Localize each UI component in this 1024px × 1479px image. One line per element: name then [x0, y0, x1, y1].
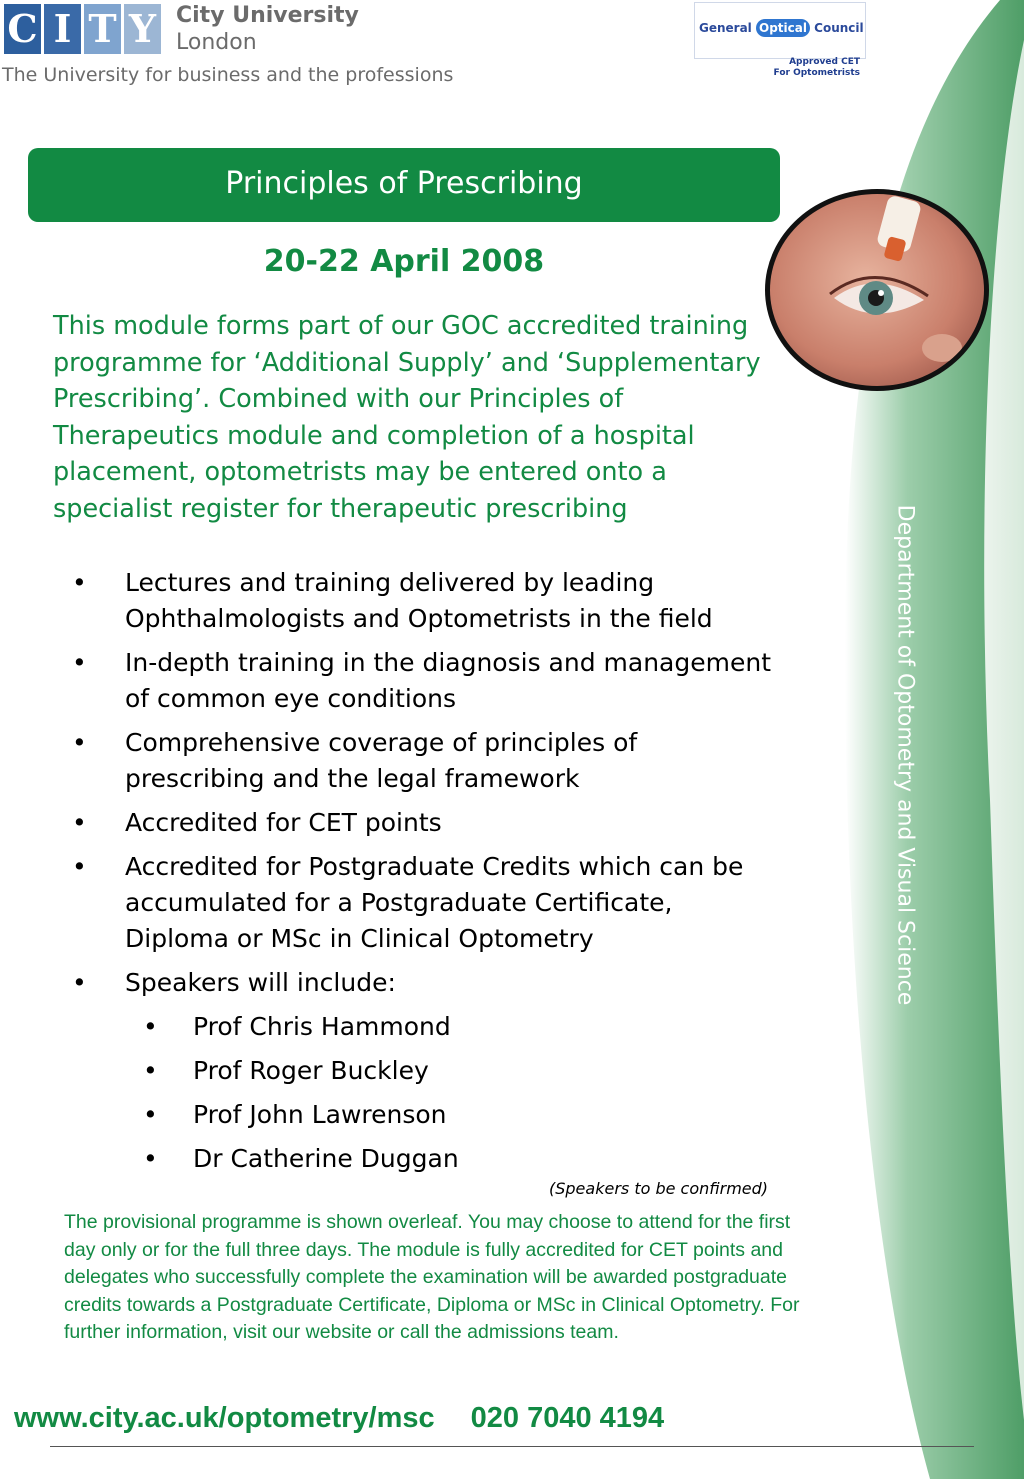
feature-list	[72, 565, 772, 1177]
list-item-text: Speakers will include:	[125, 968, 396, 997]
goc-logo-title	[699, 21, 864, 35]
goc-logo-word: General	[699, 21, 752, 35]
website-link[interactable]: www.city.ac.uk/optometry/msc	[14, 1402, 435, 1434]
bullet-icon: •	[72, 968, 87, 997]
goc-approved-line: Approved CET	[789, 57, 860, 67]
bullet-icon: •	[143, 1100, 158, 1129]
bullet-icon: •	[72, 852, 87, 881]
speaker-name: Dr Catherine Duggan	[193, 1144, 459, 1173]
intro-paragraph: This module forms part of our GOC accredited training programme for ‘Additional Supply’ and ‘Supplementary Prescribing’. Combined with our Principles of Therapeutics module and completion of a hospital placement, optometrists may be entered onto a specialist register for therapeutic prescribing	[53, 311, 761, 524]
list-item-text: Lectures and training delivered by leading Ophthalmologists and Optometrists in the field	[125, 568, 713, 633]
city-logo-letters	[4, 4, 161, 54]
title-banner	[28, 148, 780, 222]
speaker-name: Prof Chris Hammond	[193, 1012, 451, 1041]
speaker-name: Prof Roger Buckley	[193, 1056, 429, 1085]
goc-logo-word: Council	[814, 21, 864, 35]
bullet-icon: •	[72, 808, 87, 837]
bullet-icon: •	[143, 1012, 158, 1041]
goc-logo-word-highlight: Optical	[756, 19, 810, 37]
speaker-list	[125, 1009, 772, 1177]
footer-paragraph: The provisional programme is shown overleaf. You may choose to attend for the first day only or for the full three days. The module is fully accredited for CET points and delegates who successfully complete the examination will be awarded postgraduate credits towards a Postgraduate Certificate, Diploma or MSc in Clinical Optometry. For further information, visit our website or call the admissions team.	[64, 1211, 800, 1343]
bullet-icon: •	[143, 1056, 158, 1085]
bullet-icon: •	[72, 568, 87, 597]
goc-approved-text	[774, 57, 860, 79]
contact-line	[14, 1402, 664, 1435]
university-city: London	[176, 30, 257, 55]
list-item-text: Comprehensive coverage of principles of prescribing and the legal framework	[125, 728, 638, 793]
event-date: 20-22 April 2008	[263, 244, 545, 279]
bullet-icon: •	[72, 728, 87, 757]
list-item-text: Accredited for Postgraduate Credits which can be accumulated for a Postgraduate Certificate, Diploma or MSc in Clinical Optometry	[125, 852, 744, 953]
city-logo-letter: C	[4, 4, 41, 54]
speaker-name: Prof John Lawrenson	[193, 1100, 447, 1129]
goc-logo-box	[694, 2, 866, 59]
speaker-item	[125, 1097, 772, 1133]
phone-number: 020 7040 4194	[470, 1402, 665, 1434]
university-name	[176, 2, 359, 56]
city-logo-letter: I	[44, 4, 81, 54]
university-tagline: The University for business and the professions	[2, 64, 454, 86]
page-title: Principles of Prescribing	[225, 166, 583, 201]
list-item	[72, 645, 772, 717]
speaker-item	[125, 1053, 772, 1089]
bullet-icon: •	[143, 1144, 158, 1173]
list-item-text: In-depth training in the diagnosis and management of common eye conditions	[125, 648, 771, 713]
goc-approved-line: For Optometrists	[773, 68, 860, 78]
city-logo-letter: T	[84, 4, 121, 54]
university-name-line: City University	[176, 3, 359, 28]
list-item	[72, 965, 772, 1177]
goc-logo	[694, 2, 866, 82]
list-item	[72, 565, 772, 637]
footer-divider	[50, 1446, 974, 1447]
list-item-text: Accredited for CET points	[125, 808, 442, 837]
bullet-icon: •	[72, 648, 87, 677]
department-label: Department of Optometry and Visual Science	[892, 504, 918, 1006]
city-university-logo	[4, 4, 161, 54]
eye-drop-photo	[764, 188, 990, 392]
speakers-note: (Speakers to be confirmed)	[549, 1179, 769, 1198]
list-item	[72, 725, 772, 797]
speaker-item	[125, 1009, 772, 1045]
list-item	[72, 849, 772, 957]
speaker-item	[125, 1141, 772, 1177]
city-logo-letter: Y	[124, 4, 161, 54]
list-item	[72, 805, 772, 841]
